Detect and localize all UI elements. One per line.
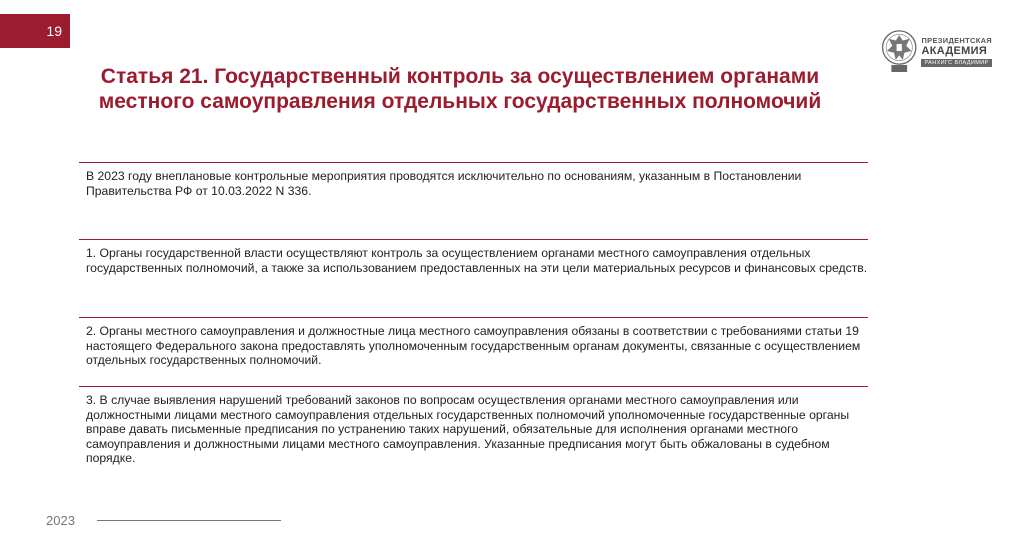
- footer-year: 2023: [46, 513, 75, 528]
- text-block-intro: В 2023 году внеплановые контрольные мероприятия проводятся исключительно по основаниям, указанным в Постановлении Правительства РФ от 10.03.2022 N 336.: [79, 162, 868, 239]
- page-number: 19: [46, 23, 62, 39]
- logo-line1: ПРЕЗИДЕНТСКАЯ: [921, 35, 992, 45]
- page-number-badge: [0, 14, 70, 48]
- logo-line2: АКАДЕМИЯ: [921, 44, 988, 57]
- text-block-2: 2. Органы местного самоуправления и должностные лица местного самоуправления обязаны в соответствии с требованиями статьи 19 настоящего Федерального закона предоставлять уполномоченным государственным органам документы, связанные с осуществлением отдельных государственных полномочий.: [79, 317, 868, 386]
- content-blocks: [79, 162, 868, 476]
- academy-logo: [880, 20, 992, 82]
- logo-line3: РАНХИГС ВЛАДИМИР: [921, 59, 992, 67]
- eagle-emblem-icon: [880, 23, 918, 79]
- text-block-1: 1. Органы государственной власти осуществляют контроль за осуществлением органами местного самоуправления отдельных государственных полномочий, а также за использованием предоставленных на эти цели материальных ресурсов и финансовых средств.: [79, 239, 868, 317]
- footer-divider: [97, 520, 281, 521]
- text-block-3: 3. В случае выявления нарушений требований законов по вопросам осуществления органами местного самоуправления или должностными лицами местного самоуправления отдельных государственных полномочий уполномоченные государственные органы вправе давать письменные предписания по устранению таких нарушений, обязательные для исполнения органами местного самоуправления и должностными лицами местного самоуправления. Указанные предписания могут быть обжалованы в судебном порядке.: [79, 386, 868, 476]
- slide-title: Статья 21. Государственный контроль за осуществлением органами местного самоуправления отдельных государственных полномочий: [98, 65, 822, 113]
